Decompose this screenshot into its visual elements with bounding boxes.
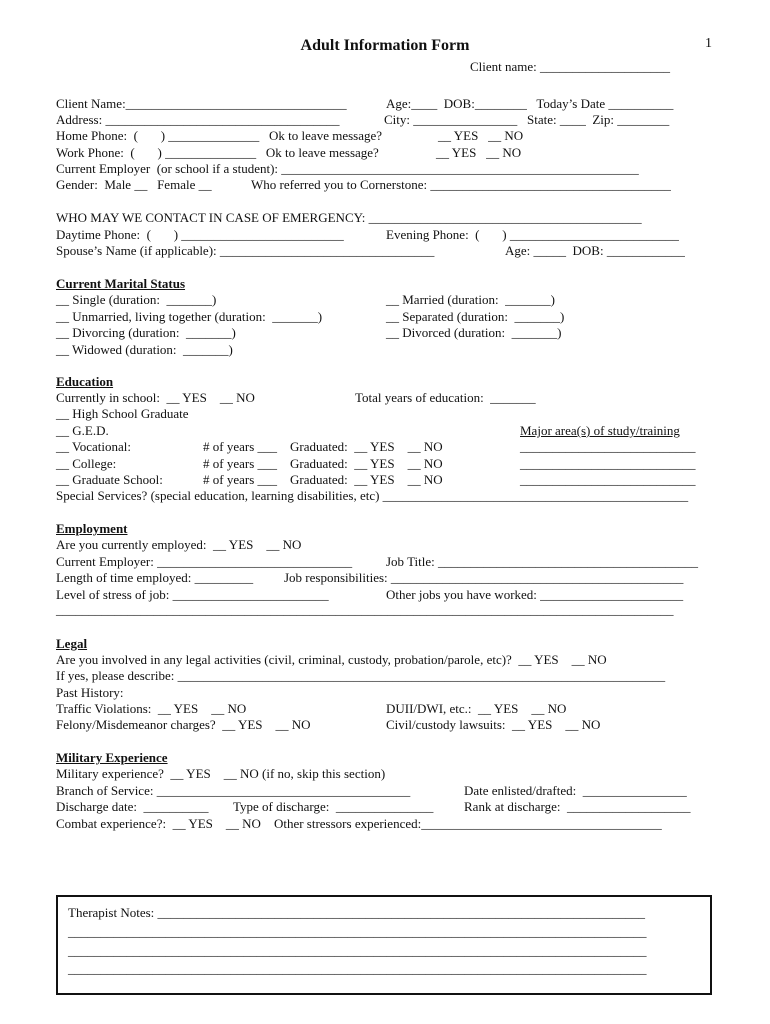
high-school-graduate[interactable]: __ High School Graduate — [56, 406, 189, 421]
legal-heading: Legal — [56, 636, 88, 651]
marital-divorcing[interactable]: __ Divorcing (duration: _______) — [56, 325, 236, 340]
traffic-violations[interactable]: Traffic Violations: __ YES __ NO — [56, 701, 247, 716]
date-enlisted[interactable]: Date enlisted/drafted: ________________ — [464, 783, 687, 798]
work-phone-message-options[interactable]: __ YES __ NO — [436, 145, 522, 160]
length-employed-field[interactable]: Length of time employed: _________ — [56, 570, 254, 585]
rank-at-discharge[interactable]: Rank at discharge: ___________________ — [464, 799, 691, 814]
legal-describe[interactable]: If yes, please describe: ___________________________________________________________________________ — [56, 668, 666, 683]
therapist-notes-line-2[interactable]: _________________________________________________________________________________________ — [68, 943, 647, 958]
ged[interactable]: __ G.E.D. — [56, 423, 109, 438]
marital-heading: Current Marital Status — [56, 276, 186, 291]
marital-widowed[interactable]: __ Widowed (duration: _______) — [56, 342, 233, 357]
stress-level-field[interactable]: Level of stress of job: ________________________ — [56, 587, 329, 602]
marital-unmarried[interactable]: __ Unmarried, living together (duration: _______) — [56, 309, 323, 324]
city-state-zip-line[interactable]: City: ________________ State: ____ Zip: ________ — [384, 112, 670, 127]
therapist-notes-line-1[interactable]: _________________________________________________________________________________________ — [68, 924, 647, 939]
total-years-education[interactable]: Total years of education: _______ — [355, 390, 536, 405]
client-name-line[interactable]: Client Name:__________________________________ — [56, 96, 347, 111]
past-history-label: Past History: — [56, 685, 124, 700]
daytime-phone-line[interactable]: Daytime Phone: ( ) _________________________ — [56, 227, 344, 242]
current-employer-line[interactable]: Current Employer (or school if a student): _______________________________________________________ — [56, 161, 639, 176]
major-line-3[interactable]: ___________________________ — [520, 472, 696, 487]
age-dob-date-line[interactable]: Age:____ DOB:________ Today’s Date __________ — [386, 96, 674, 111]
gender-line[interactable]: Gender: Male __ Female __ — [56, 177, 212, 192]
college-label[interactable]: __ College: — [56, 456, 117, 471]
spouse-age-dob-line[interactable]: Age: _____ DOB: ____________ — [505, 243, 685, 258]
discharge-type[interactable]: Type of discharge: _______________ — [233, 799, 434, 814]
employment-blank-line[interactable]: _______________________________________________________________________________________________ — [56, 602, 674, 617]
emergency-contact-line[interactable]: WHO MAY WE CONTACT IN CASE OF EMERGENCY: __________________________________________ — [56, 210, 642, 225]
employment-heading: Employment — [56, 521, 128, 536]
military-experience[interactable]: Military experience? __ YES __ NO (if no, skip this section) — [56, 766, 386, 781]
therapist-notes-box — [56, 895, 712, 995]
therapist-notes-line-3[interactable]: _________________________________________________________________________________________ — [68, 961, 647, 976]
major-line-2[interactable]: ___________________________ — [520, 456, 696, 471]
combat-experience[interactable]: Combat experience?: __ YES __ NO Other stressors experienced:_____________________________________ — [56, 816, 662, 831]
current-employer-field[interactable]: Current Employer: ______________________________ — [56, 554, 353, 569]
vocational-label[interactable]: __ Vocational: — [56, 439, 131, 454]
graduate-school-label[interactable]: __ Graduate School: — [56, 472, 163, 487]
college-details[interactable]: # of years ___ Graduated: __ YES __ NO — [203, 456, 443, 471]
major-study-heading: Major area(s) of study/training — [520, 423, 680, 438]
civil-lawsuits[interactable]: Civil/custody lawsuits: __ YES __ NO — [386, 717, 601, 732]
felony-charges[interactable]: Felony/Misdemeanor charges? __ YES __ NO — [56, 717, 311, 732]
marital-divorced[interactable]: __ Divorced (duration: _______) — [386, 325, 562, 340]
job-responsibilities-field[interactable]: Job responsibilities: _____________________________________________ — [284, 570, 684, 585]
page-title: Adult Information Form — [300, 37, 470, 54]
other-jobs-field[interactable]: Other jobs you have worked: ______________________ — [386, 587, 684, 602]
education-heading: Education — [56, 374, 114, 389]
currently-in-school[interactable]: Currently in school: __ YES __ NO — [56, 390, 255, 405]
referred-by-line[interactable]: Who referred you to Cornerstone: _____________________________________ — [251, 177, 671, 192]
duii-dwi[interactable]: DUII/DWI, etc.: __ YES __ NO — [386, 701, 567, 716]
legal-involved[interactable]: Are you involved in any legal activities (civil, criminal, custody, probation/parole, etc)? __ YES __ NO — [56, 652, 607, 667]
graduate-school-details[interactable]: # of years ___ Graduated: __ YES __ NO — [203, 472, 443, 487]
client-name-field[interactable]: Client name: ____________________ — [470, 59, 671, 74]
marital-married[interactable]: __ Married (duration: _______) — [386, 292, 555, 307]
work-phone-line[interactable]: Work Phone: ( ) ______________ Ok to leave message? — [56, 145, 379, 160]
address-line[interactable]: Address: ____________________________________ — [56, 112, 340, 127]
evening-phone-line[interactable]: Evening Phone: ( ) __________________________ — [386, 227, 679, 242]
job-title-field[interactable]: Job Title: ________________________________________ — [386, 554, 699, 569]
currently-employed[interactable]: Are you currently employed: __ YES __ NO — [56, 537, 302, 552]
therapist-notes-label[interactable]: Therapist Notes: ___________________________________________________________________________ — [68, 905, 646, 920]
discharge-date[interactable]: Discharge date: __________ — [56, 799, 209, 814]
marital-separated[interactable]: __ Separated (duration: _______) — [386, 309, 565, 324]
vocational-details[interactable]: # of years ___ Graduated: __ YES __ NO — [203, 439, 443, 454]
home-phone-message-options[interactable]: __ YES __ NO — [438, 128, 524, 143]
marital-single[interactable]: __ Single (duration: _______) — [56, 292, 217, 307]
special-services-line[interactable]: Special Services? (special education, learning disabilities, etc) _______________________________________________ — [56, 488, 689, 503]
spouse-name-line[interactable]: Spouse’s Name (if applicable): _________________________________ — [56, 243, 435, 258]
page-number: 1 — [705, 36, 712, 51]
military-heading: Military Experience — [56, 750, 168, 765]
branch-of-service[interactable]: Branch of Service: _______________________________________ — [56, 783, 411, 798]
home-phone-line[interactable]: Home Phone: ( ) ______________ Ok to leave message? — [56, 128, 383, 143]
major-line-1[interactable]: ___________________________ — [520, 439, 696, 454]
